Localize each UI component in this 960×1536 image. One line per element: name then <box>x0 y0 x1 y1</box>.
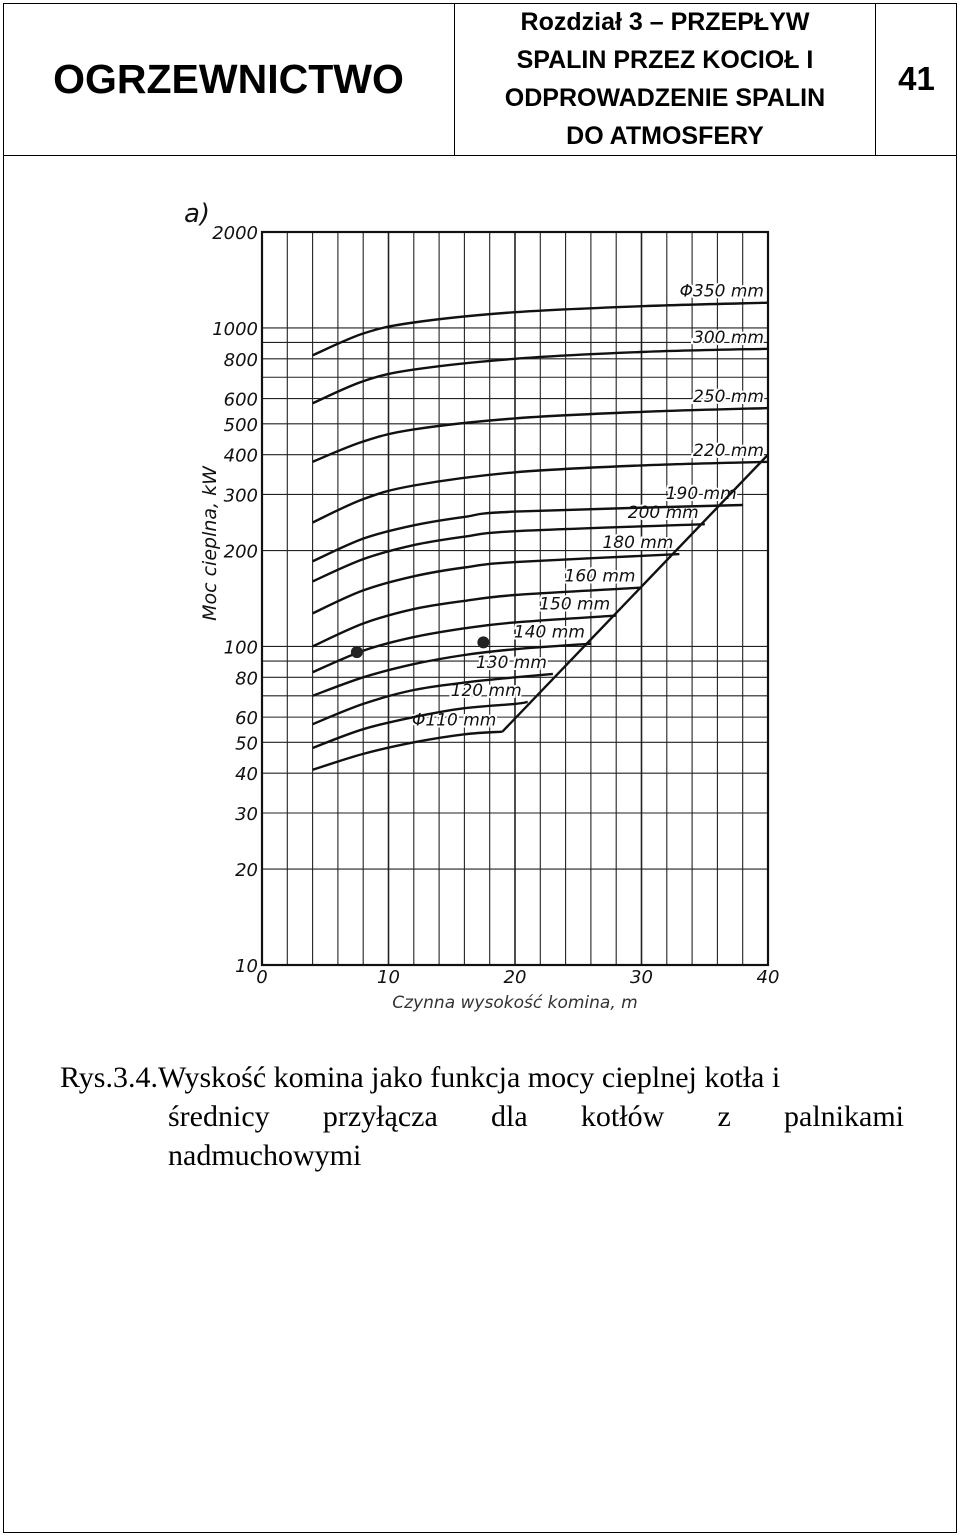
page-number: 41 <box>898 60 935 97</box>
chapter-title-line: DO ATMOSFERY <box>566 122 764 150</box>
series-label: 140 mm <box>513 622 585 643</box>
header-chapter-cell <box>455 3 876 155</box>
caption-line: średnicy przyłącza dla kotłów z palnikami <box>168 1100 904 1133</box>
series-label: Φ350 mm <box>679 281 764 302</box>
series-label: 130 mm <box>475 652 547 673</box>
y-tick-label: 500 <box>223 414 258 436</box>
series-label: 190 mm <box>665 483 737 504</box>
y-tick-label: 100 <box>223 637 258 659</box>
header-section-cell <box>3 3 455 155</box>
series-label: 120 mm <box>450 680 522 701</box>
y-tick-label: 80 <box>235 668 258 690</box>
chart-svg <box>170 170 790 1030</box>
y-tick-label: 2000 <box>212 223 258 244</box>
y-tick-label: 30 <box>235 804 258 826</box>
series-label: 150 mm <box>539 594 611 615</box>
y-axis-label: Moc cieplna, kW <box>199 466 221 621</box>
data-marker <box>351 646 363 658</box>
series-label: 160 mm <box>564 566 636 587</box>
y-tick-label: 800 <box>223 349 258 371</box>
series-label: 250 mm <box>693 387 764 408</box>
y-tick-label: 10 <box>235 956 258 977</box>
y-tick-label: 60 <box>235 708 258 730</box>
section-name: OGRZEWNICTWO <box>53 55 404 102</box>
y-tick-label: 40 <box>235 764 258 786</box>
series-label: 300 mm <box>693 327 764 348</box>
page-header <box>3 3 957 156</box>
header-page-cell <box>876 3 957 155</box>
y-tick-label: 400 <box>223 445 258 467</box>
chapter-title-line: Rozdział 3 – PRZEPŁYW <box>520 8 810 36</box>
chapter-title-line: SPALIN PRZEZ KOCIOŁ I <box>516 46 814 74</box>
y-tick-label: 1000 <box>212 318 258 340</box>
chapter-title-line: ODPROWADZENIE SPALIN <box>504 84 826 112</box>
y-tick-label: 20 <box>235 860 258 882</box>
x-tick-label: 30 <box>630 967 653 988</box>
y-tick-label: 200 <box>223 541 258 563</box>
x-tick-label: 10 <box>377 967 400 988</box>
x-tick-label: 40 <box>756 967 780 988</box>
caption-line: Rys.3.4.Wyskość komina jako funkcja mocy cieplnej kotła i <box>60 1061 781 1094</box>
series-label: 180 mm <box>602 533 674 554</box>
figure-chart <box>170 170 790 1030</box>
panel-label: a) <box>184 199 211 229</box>
series-label: 200 mm <box>627 503 699 524</box>
series-label: 220 mm <box>693 440 764 461</box>
series-label: Φ110 mm <box>411 710 497 731</box>
caption-line: nadmuchowymi <box>168 1139 362 1172</box>
x-axis-label: Czynna wysokość komina, m <box>392 993 638 1013</box>
y-tick-label: 50 <box>235 733 258 755</box>
y-tick-label: 300 <box>223 485 258 507</box>
data-marker <box>477 636 489 648</box>
x-tick-label: 0 <box>256 967 268 988</box>
x-tick-label: 20 <box>503 967 527 988</box>
y-tick-label: 600 <box>223 389 258 411</box>
figure-caption <box>60 1058 904 1175</box>
